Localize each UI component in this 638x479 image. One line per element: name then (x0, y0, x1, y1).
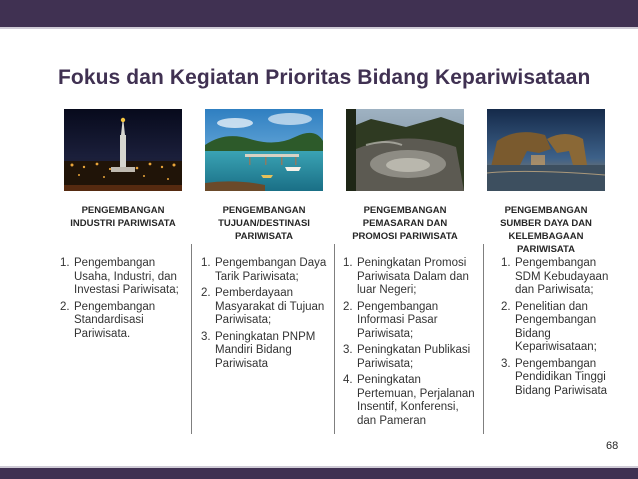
heading-text: PENGEMBANGAN PEMASARAN DAN PROMOSI PARIWISATA (352, 205, 458, 242)
list-kelembagaan (501, 257, 621, 401)
column-divider (334, 244, 335, 434)
list-item: 4. Peningkatan Pertemuan, Perjalanan Insentif, Konferensi, dan Pameran (343, 374, 475, 427)
heading-text: PENGEMBANGAN SUMBER DAYA DAN KELEMBAGAAN PARIWISATA (500, 205, 592, 255)
list-item: 1. Pengembangan Daya Tarik Pariwisata; (201, 257, 327, 283)
top-divider (0, 27, 638, 29)
list-item: 1. Pengembangan SDM Kebudayaan dan Pariwisata; (501, 257, 609, 296)
coastal-pier-photo (205, 109, 323, 191)
list-industri (60, 257, 184, 344)
column-divider (483, 244, 484, 434)
page-number: 68 (606, 440, 619, 452)
column-heading-pemasaran (341, 204, 469, 243)
heading-text: PENGEMBANGAN TUJUAN/DESTINASI PARIWISATA (218, 205, 310, 242)
top-band (0, 0, 638, 27)
list-pemasaran (343, 257, 479, 431)
list-item: 2. Pemberdayaan Masyarakat di Tujuan Pariwisata; (201, 287, 325, 326)
volcano-crater-photo (346, 109, 464, 191)
list-item: 2. Pengembangan Standardisasi Pariwisata. (60, 300, 156, 340)
monas-night-photo (64, 109, 182, 191)
slide-title: Fokus dan Kegiatan Prioritas Bidang Kepariwisataan (58, 66, 591, 89)
heading-text: PENGEMBANGAN INDUSTRI PARIWISATA (70, 205, 176, 229)
list-item: 2. Penelitian dan Pengembangan Bidang Kepariwisataan; (501, 300, 597, 353)
list-item: 1. Pengembangan Usaha, Industri, dan Investasi Pariwisata; (60, 257, 179, 296)
rock-arch-sunset-photo (487, 109, 605, 191)
list-destinasi (201, 257, 329, 374)
list-item: 2. Pengembangan Informasi Pasar Pariwisata; (343, 300, 439, 340)
bottom-band (0, 468, 638, 479)
list-item: 3. Pengembangan Pendidikan Tinggi Bidang Pariwisata (501, 357, 608, 397)
column-heading-destinasi (200, 204, 328, 243)
list-item: 1. Peningkatan Promosi Pariwisata Dalam dan luar Negeri; (343, 257, 469, 296)
list-item: 3. Peningkatan Publikasi Pariwisata; (343, 344, 471, 370)
column-divider (191, 244, 192, 434)
column-heading-industri (59, 204, 187, 230)
column-heading-kelembagaan (482, 204, 610, 256)
list-item: 3. Peningkatan PNPM Mandiri Bidang Pariwisata (201, 330, 316, 370)
